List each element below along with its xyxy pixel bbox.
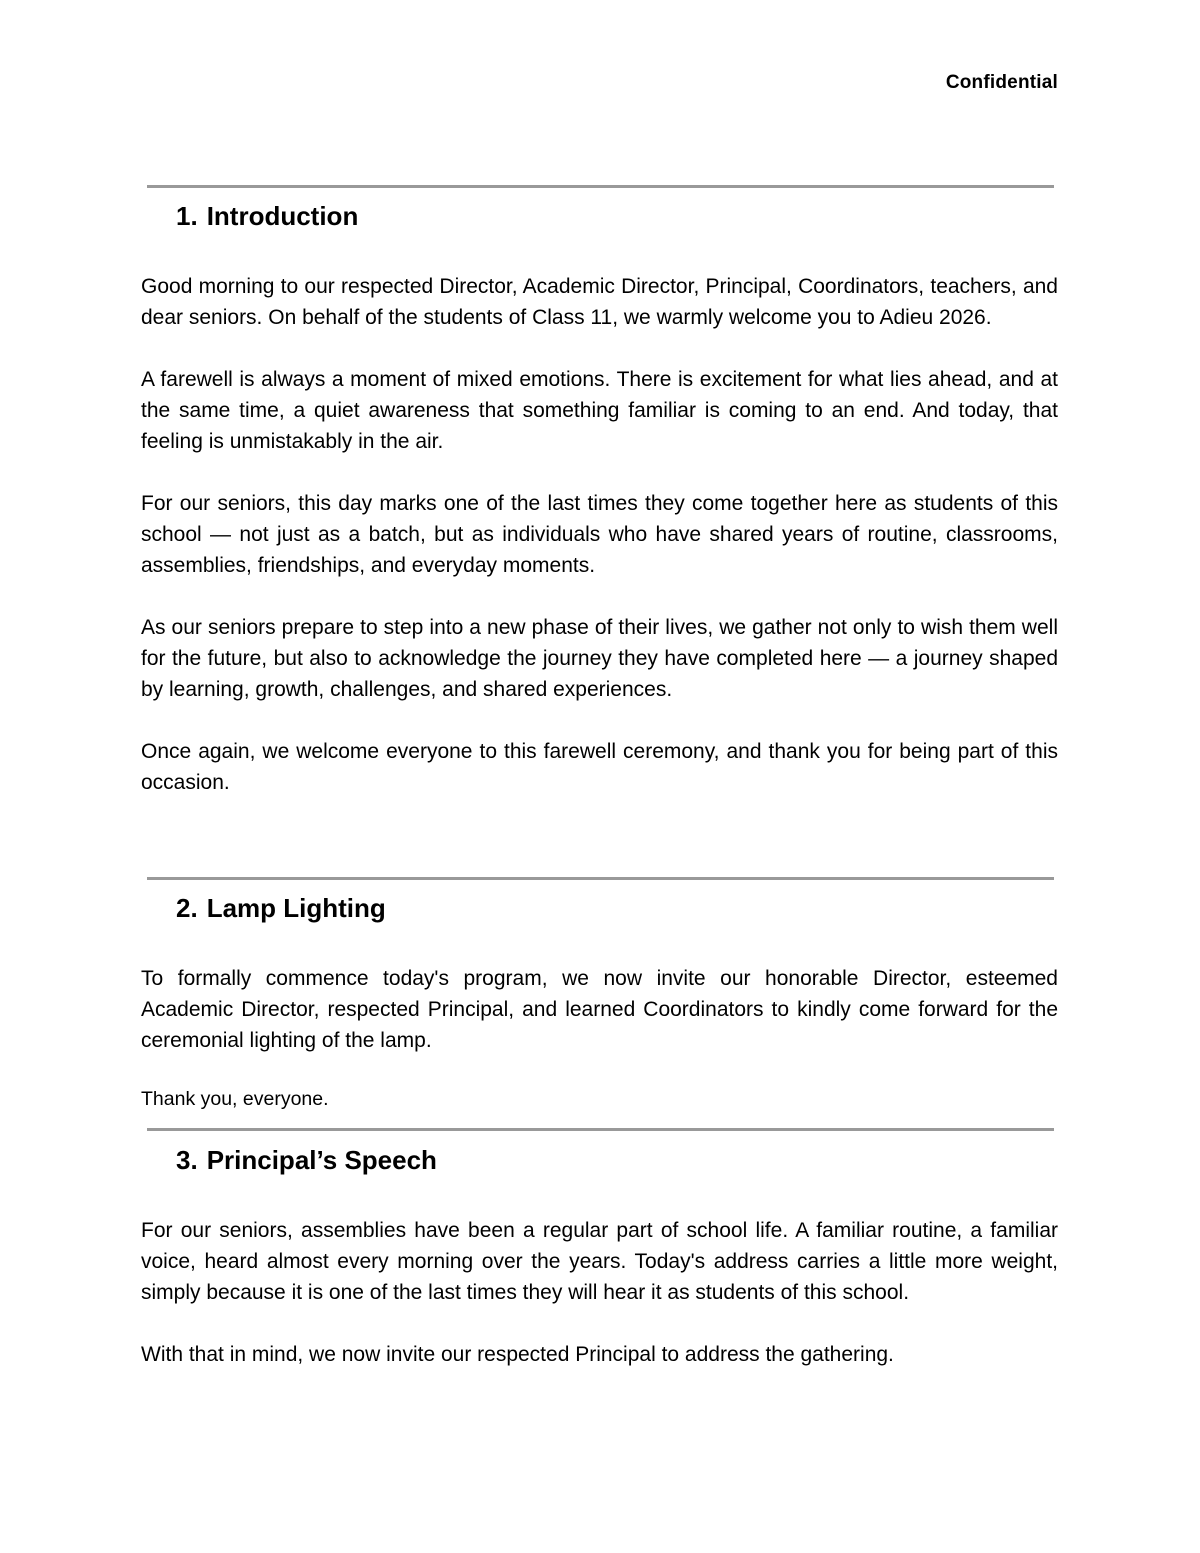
section-lamp-lighting [141,877,1058,1115]
paragraph: Good morning to our respected Director, Academic Director, Principal, Coordinators, teachers, and dear seniors. On behalf of the students of Class 11, we warmly welcome you to Adieu 2026. [141,275,1058,329]
paragraph: With that in mind, we now invite our respected Principal to address the gathering. [141,1343,894,1366]
section-divider [147,185,1054,188]
section-heading [176,893,1058,923]
section-divider [147,1128,1054,1131]
paragraph: For our seniors, this day marks one of the last times they come together here as students of this school — not just as a batch, but as individuals who have shared years of routine, classrooms, assemblies, friendships, and everyday moments. [141,492,1058,577]
section-number: 2. [176,893,198,923]
section-title: Principal’s Speech [206,1145,437,1175]
paragraph: Once again, we welcome everyone to this farewell ceremony, and thank you for being part of this occasion. [141,740,1058,794]
paragraph: As our seniors prepare to step into a new phase of their lives, we gather not only to wish them well for the future, but also to acknowledge the journey they have completed here — a journey shaped by learning, growth, challenges, and shared experiences. [141,616,1058,701]
paragraph: For our seniors, assemblies have been a regular part of school life. A familiar routine, a familiar voice, heard almost every morning over the years. Today's address carries a little more weight, simply because it is one of the last times they will hear it as students of this school. [141,1219,1058,1304]
section-heading [176,201,1058,231]
paragraph: A farewell is always a moment of mixed emotions. There is excitement for what lies ahead, and at the same time, a quiet awareness that something familiar is coming to an end. And today, that feeling is unmistakably in the air. [141,368,1058,453]
section-divider [147,877,1054,880]
paragraph: Thank you, everyone. [141,1088,329,1110]
section-number: 1. [176,201,198,231]
section-title: Introduction [206,201,359,231]
section-principals-speech [141,1128,1058,1370]
paragraph: To formally commence today's program, we now invite our honorable Director, esteemed Academic Director, respected Principal, and learned Coordinators to kindly come forward for the ceremonial lighting of the lamp. [141,967,1058,1052]
confidential-label: Confidential [945,72,1058,93]
section-introduction [141,185,1058,798]
section-heading [176,1145,1058,1175]
section-number: 3. [176,1145,198,1175]
section-title: Lamp Lighting [206,893,386,923]
